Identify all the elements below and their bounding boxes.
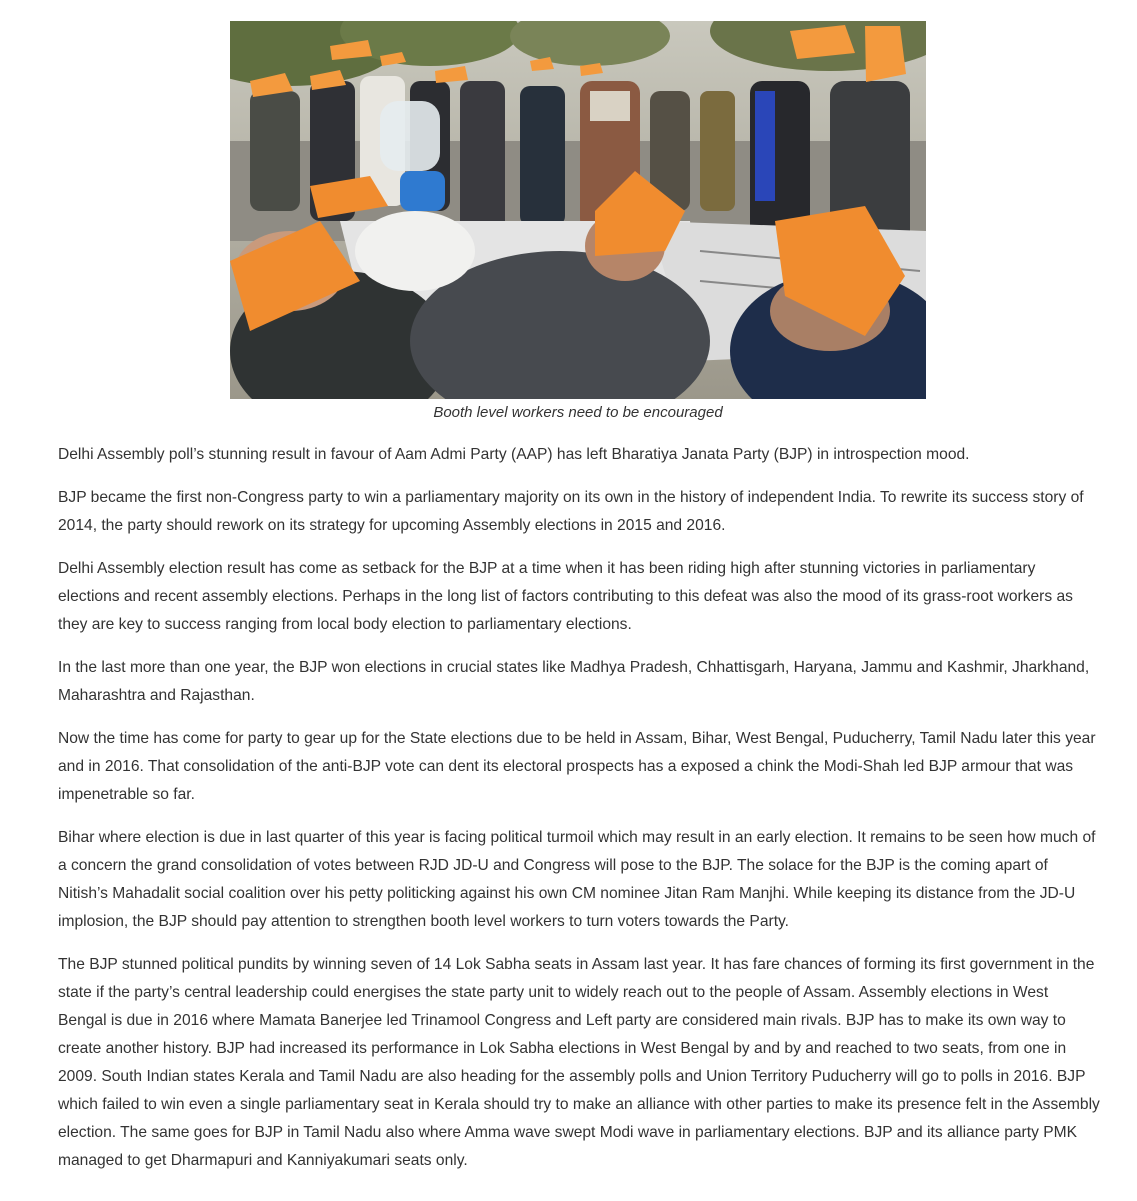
paragraph: Delhi Assembly election result has come as setback for the BJP at a time when it has been riding high after stunning victories in parliamentary elections and recent assembly elections. Perhaps in the long list of factors contributing to this defeat was also the mood of its grass-root workers as they are key to success ranging from local body election to parliamentary elections. xyxy=(58,560,1073,633)
paragraph: Delhi Assembly poll’s stunning result in favour of Aam Admi Party (AAP) has left Bharatiya Janata Party (BJP) in introspection mood. xyxy=(58,446,970,463)
paragraph: Bihar where election is due in last quarter of this year is facing political turmoil which may result in an early election. It remains to be seen how much of a concern the grand consolidation of votes between RJD JD-U and Congress will pose to the BJP. The solace for the BJP is the coming apart of Nitish’s Mahadalit social coalition over his petty politicking against his own CM nominee Jitan Ram Manjhi. While keeping its distance from the JD-U implosion, the BJP should pay attention to strengthen booth level workers to turn voters towards the Party. xyxy=(58,829,1096,930)
paragraph: The BJP stunned political pundits by winning seven of 14 Lok Sabha seats in Assam last year. It has fare chances of forming its first government in the state if the party’s central leadership could energises the state party unit to widely reach out to the people of Assam. Assembly elections in West Bengal is due in 2016 where Mamata Banerjee led Trinamool Congress and Left party are considered main rivals. BJP has to make its own way to create another history. BJP had increased its performance in Lok Sabha elections in West Bengal by and by and reached to two seats, from one in 2009. South Indian states Kerala and Tamil Nadu are also heading for the assembly polls and Union Territory Puducherry will go to polls in 2016. BJP which failed to win even a single parliamentary seat in Kerala should try to make an alliance with other parties to make its presence felt in the Assembly election. The same goes for BJP in Tamil Nadu also where Amma wave swept Modi wave in parliamentary elections. BJP and its alliance party PMK managed to get Dharmapuri and Kanniyakumari seats only. xyxy=(58,956,1100,1169)
article-photo xyxy=(230,21,926,399)
photo-caption: Booth level workers need to be encouraged xyxy=(433,404,723,421)
paragraph: BJP became the first non-Congress party to win a parliamentary majority on its own in the history of independent India. To rewrite its success story of 2014, the party should rework on its strategy for upcoming Assembly elections in 2015 and 2016. xyxy=(58,489,1084,534)
paragraph: In the last more than one year, the BJP won elections in crucial states like Madhya Pradesh, Chhattisgarh, Haryana, Jammu and Kashmir, Jharkhand, Maharashtra and Rajasthan. xyxy=(58,659,1090,704)
paragraph: Now the time has come for party to gear up for the State elections due to be held in Assam, Bihar, West Bengal, Puducherry, Tamil Nadu later this year and in 2016. That consolidation of the anti-BJP vote can dent its electoral prospects has a exposed a chink the Modi-Shah led BJP armour that was impenetrable so far. xyxy=(58,730,1096,803)
article-body xyxy=(58,441,1100,1190)
article-figure xyxy=(230,21,926,423)
